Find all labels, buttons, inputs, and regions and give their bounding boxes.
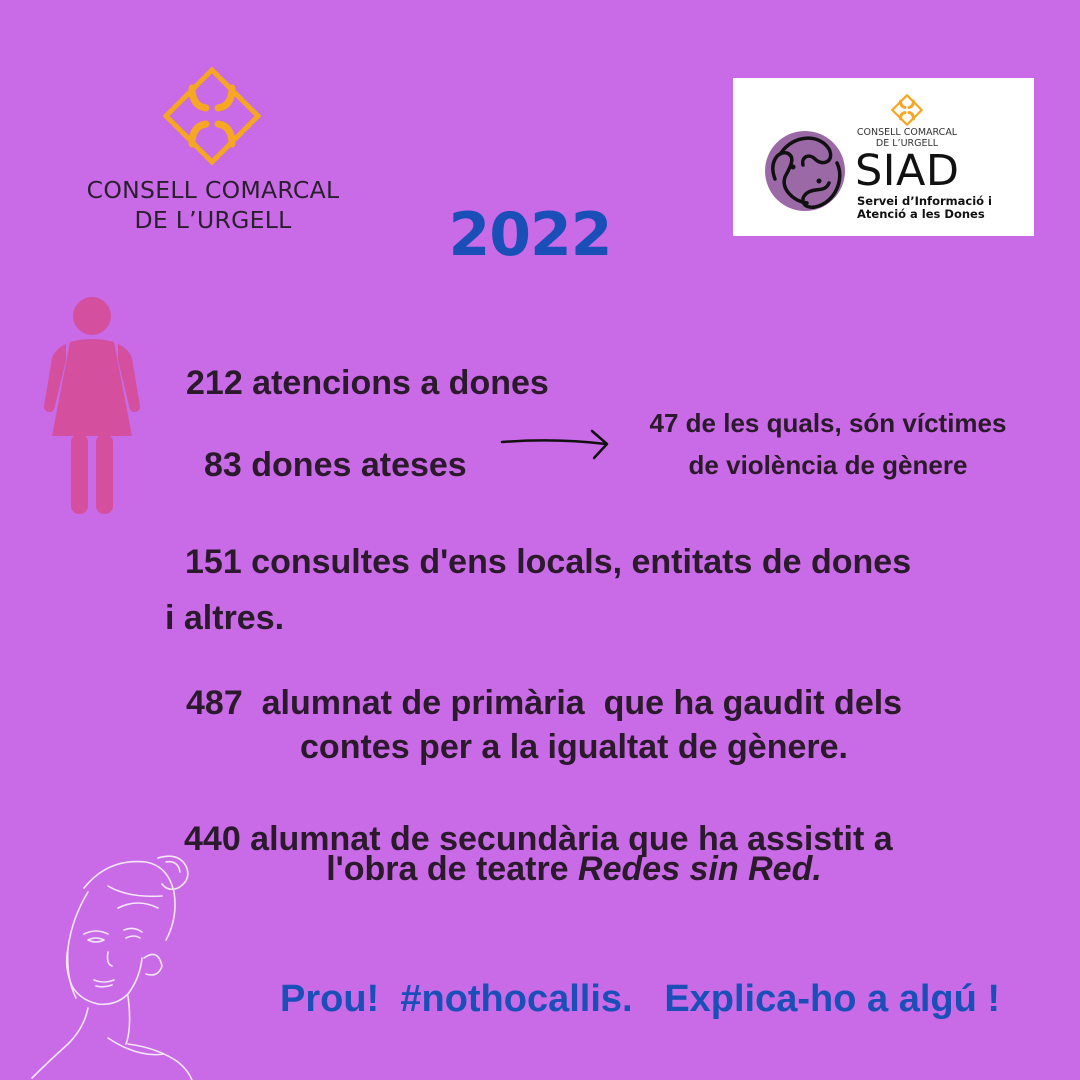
woman-figure-icon <box>40 296 144 518</box>
year-heading: 2022 <box>448 200 612 270</box>
stat-attentions: 212 atencions a dones <box>186 364 549 402</box>
slogan <box>280 978 1000 1021</box>
stat-women-served: 83 dones ateses <box>204 446 467 484</box>
slogan-part-1: Prou! <box>280 978 380 1020</box>
siad-cc-line-1: CONSELL COMARCAL <box>856 127 958 138</box>
diamond-emblem-icon <box>162 66 262 166</box>
siad-cc-line-2: DE L’URGELL <box>875 138 939 149</box>
siad-emblem-icon <box>763 123 847 219</box>
stat-victims: 47 de les quals, són víctimes de violència de gènere <box>649 408 1007 480</box>
slogan-part-3: Explica-ho a algú ! <box>664 978 1001 1020</box>
slogan-hashtag: #nothocallis. <box>400 978 633 1020</box>
stat-consults-line-2: i altres. <box>165 599 285 637</box>
stat-secondary-line-1: 440 alumnat de secundària que ha assistit a <box>184 820 893 858</box>
stat-secondary-prefix: l'obra de teatre <box>326 850 579 888</box>
woman-portrait-sketch <box>28 848 198 1080</box>
siad-logo <box>733 78 1034 236</box>
stat-primary-line-1: 487 alumnat de primària que ha gaudit dels <box>186 684 903 722</box>
arrow-right-icon <box>500 428 612 464</box>
stat-primary-line-2: contes per a la igualtat de gènere. <box>300 728 848 766</box>
mini-diamond-icon <box>891 94 923 126</box>
stat-consults-line-1: 151 consultes d'ens locals, entitats de dones <box>185 543 912 581</box>
logo-line-1: CONSELL COMARCAL <box>86 176 340 204</box>
siad-subtitle-line-2: Atenció a les Dones <box>857 207 985 221</box>
siad-acronym: SIAD <box>855 146 960 196</box>
consell-comarcal-logo <box>58 66 368 236</box>
play-title: Redes sin Red. <box>578 850 822 888</box>
logo-line-2: DE L’URGELL <box>134 206 292 234</box>
siad-subtitle-line-1: Servei d’Informació i <box>857 194 992 208</box>
